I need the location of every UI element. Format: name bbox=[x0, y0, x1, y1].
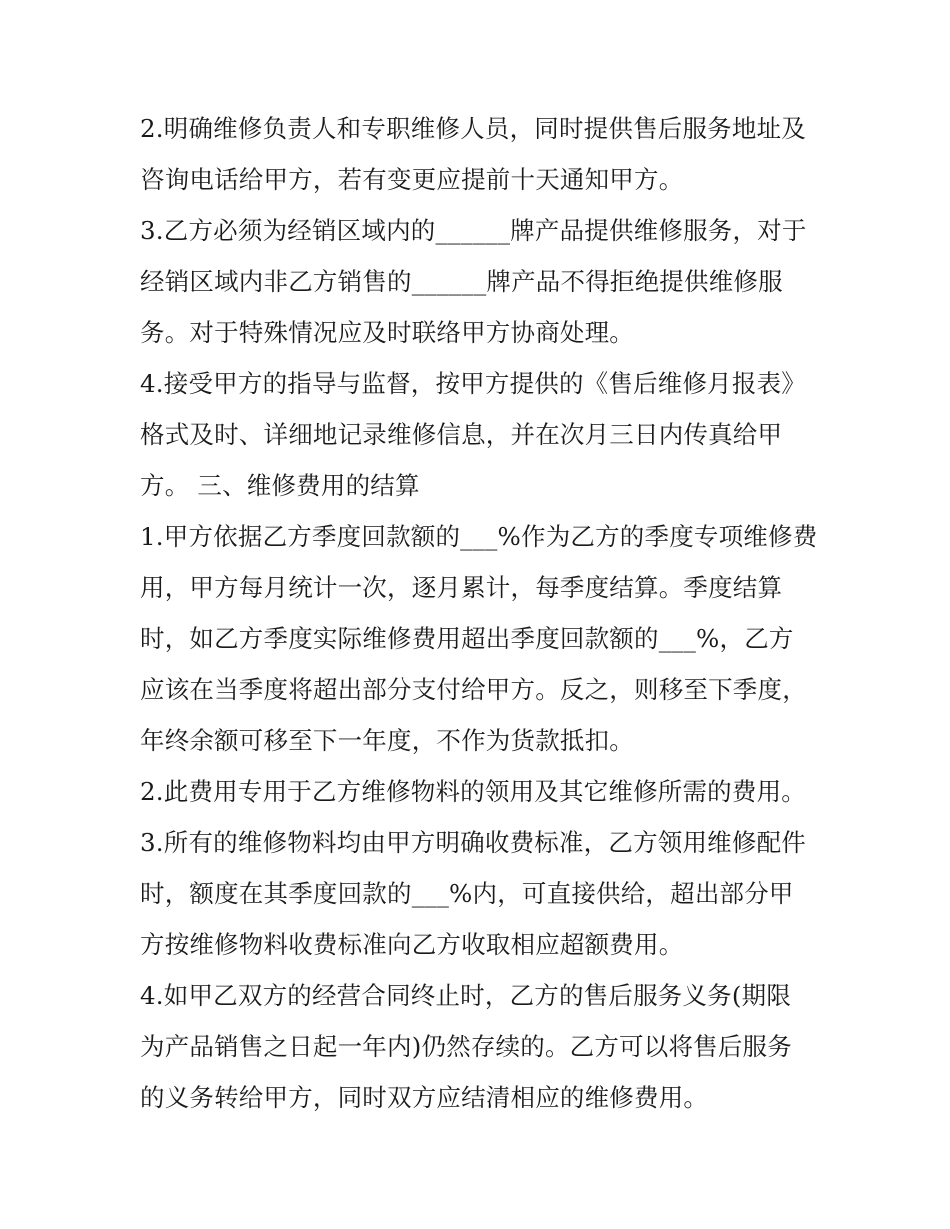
text-line: 4.如甲乙双方的经营合同终止时，乙方的售后服务义务(期限 bbox=[140, 981, 792, 1010]
text-line: 格式及时、详细地记录维修信息，并在次月三日内传真给甲 bbox=[140, 420, 783, 449]
text-line: 经销区域内非乙方销售的______牌产品不得拒绝提供维修服 bbox=[140, 267, 783, 296]
text-line: 时，如乙方季度实际维修费用超出季度回款额的___%，乙方 bbox=[140, 624, 794, 653]
text-line: 咨询电话给甲方，若有变更应提前十天通知甲方。 bbox=[140, 165, 684, 194]
text-line: 2.明确维修负责人和专职维修人员，同时提供售后服务地址及 bbox=[140, 114, 806, 143]
text-line: 用，甲方每月统计一次，逐月累计，每季度结算。季度结算 bbox=[140, 573, 783, 602]
document-body bbox=[140, 103, 820, 1123]
text-line: 为产品销售之日起一年内)仍然存续的。乙方可以将售后服务 bbox=[140, 1032, 792, 1061]
text-line: 4.接受甲方的指导与监督，按甲方提供的《售后维修月报表》 bbox=[140, 369, 806, 398]
text-line: 的义务转给甲方，同时双方应结清相应的维修费用。 bbox=[140, 1083, 709, 1112]
text-line: 应该在当季度将超出部分支付给甲方。反之，则移至下季度， bbox=[140, 675, 807, 704]
section-heading-line: 方。 三、维修费用的结算 bbox=[140, 471, 420, 500]
text-line: 1.甲方依据乙方季度回款额的___%作为乙方的季度专项维修费 bbox=[140, 522, 818, 551]
text-line: 方按维修物料收费标准向乙方收取相应超额费用。 bbox=[140, 930, 684, 959]
text-line: 务。对于特殊情况应及时联络甲方协商处理。 bbox=[140, 318, 634, 347]
text-line: 3.乙方必须为经销区域内的______牌产品提供维修服务，对于 bbox=[140, 216, 807, 245]
text-line: 2.此费用专用于乙方维修物料的领用及其它维修所需的费用。 bbox=[140, 777, 806, 806]
text-line: 年终余额可移至下一年度，不作为货款抵扣。 bbox=[140, 726, 634, 755]
text-line: 时，额度在其季度回款的___%内，可直接供给，超出部分甲 bbox=[140, 879, 794, 908]
text-line: 3.所有的维修物料均由甲方明确收费标准，乙方领用维修配件 bbox=[140, 828, 806, 857]
